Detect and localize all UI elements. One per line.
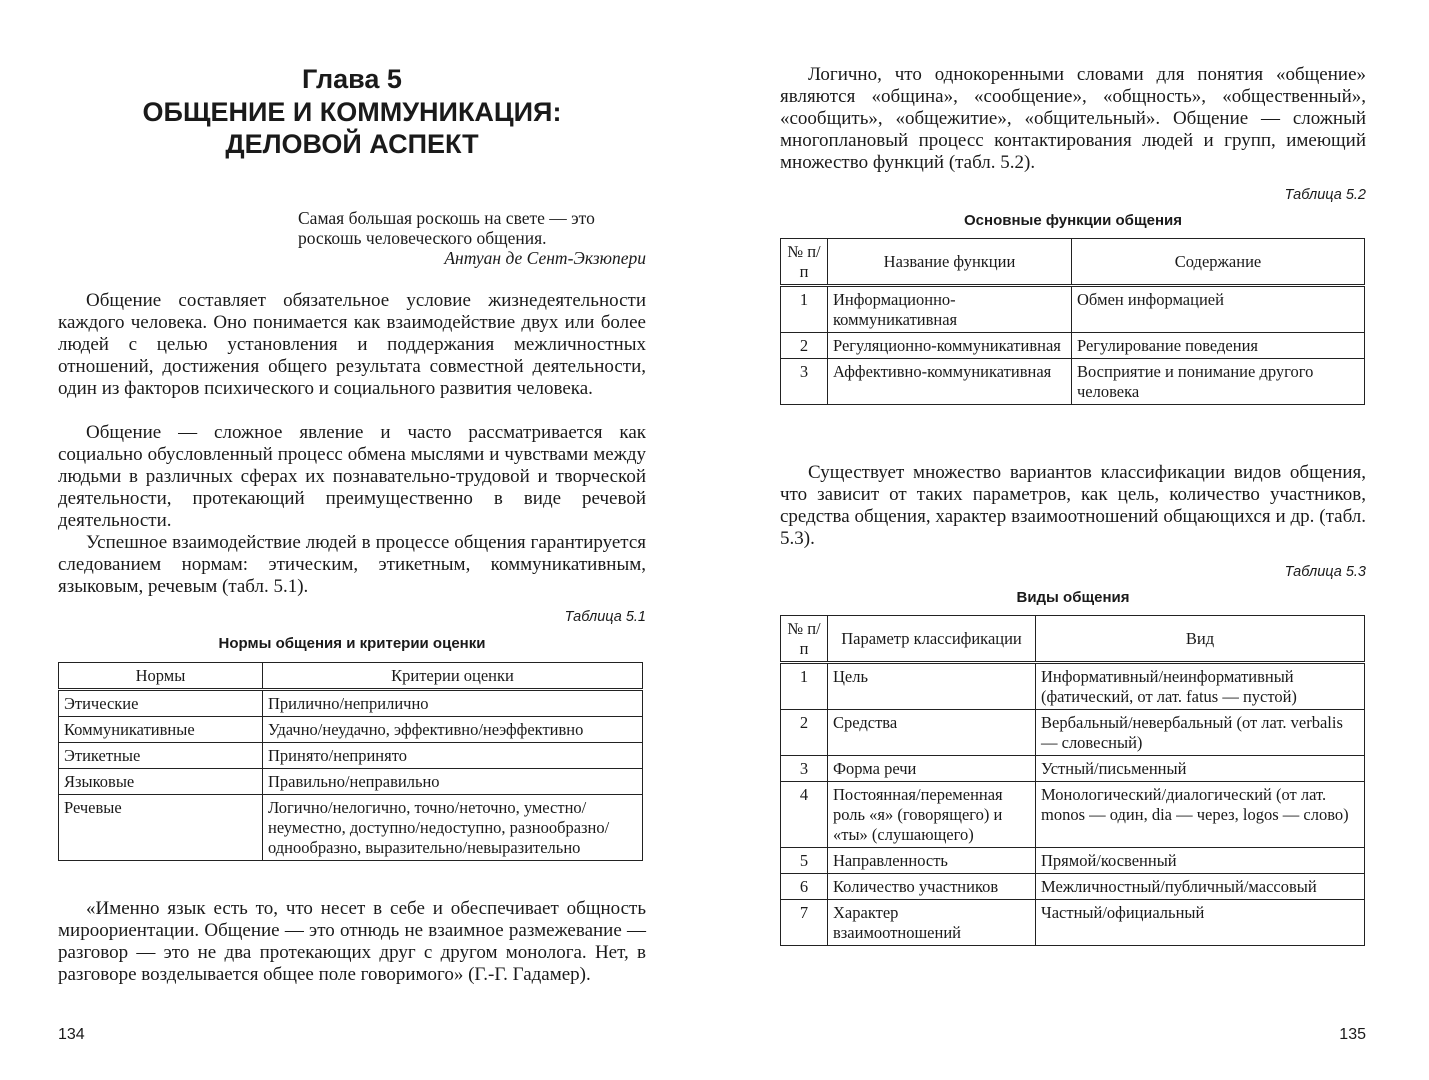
column-header: Критерии оценки — [263, 663, 643, 690]
table-caption: Таблица 5.3 — [1284, 564, 1366, 580]
table-row — [781, 874, 1365, 900]
table-title: Основные функции общения — [964, 212, 1182, 229]
table-cell: Аффективно-коммуникативная — [828, 359, 1072, 405]
table-cell: 2 — [781, 710, 828, 756]
page-number: 135 — [1339, 1026, 1366, 1043]
table-cell: Принято/непринято — [263, 743, 643, 769]
paragraph: Общение составляет обязательное условие жизнедеятельности каждого человека. Оно понимается как взаимодействие двух или более людей с целью установления и поддержания межличностных отношений, достижения общего результата совместной деятельности, один из факторов психического и социального развития человека. — [58, 290, 646, 399]
table-cell: 7 — [781, 900, 828, 946]
table-norms — [58, 662, 643, 861]
table-header-row — [781, 239, 1365, 286]
table-cell: Средства — [828, 710, 1036, 756]
table-cell: Цель — [828, 663, 1036, 710]
epigraph-author: Антуан де Сент-Экзюпери — [444, 248, 646, 268]
table-cell: 2 — [781, 333, 828, 359]
page-number: 134 — [58, 1026, 85, 1043]
table-cell: Монологический/диалогический (от лат. monos — один, dia — через, logos — слово) — [1036, 782, 1365, 848]
table-cell: 5 — [781, 848, 828, 874]
table-types — [780, 615, 1365, 946]
table-row — [781, 663, 1365, 710]
table-cell: 3 — [781, 359, 828, 405]
column-header: № п/п — [781, 239, 828, 286]
table-row — [781, 848, 1365, 874]
table-cell: 1 — [781, 663, 828, 710]
paragraph: Общение — сложное явление и часто рассматривается как социально обусловленный процесс обмена мыслями и чувствами между людьми в различных сферах их познавательно-трудовой и творческой деятельности, протекающий преимущественно в виде речевой деятельности. — [58, 422, 646, 531]
table-header-row — [781, 616, 1365, 663]
table-row — [781, 782, 1365, 848]
table-cell: 6 — [781, 874, 828, 900]
chapter-title — [58, 96, 646, 160]
table-cell: 3 — [781, 756, 828, 782]
table-header-row — [59, 663, 643, 690]
table-row — [59, 743, 643, 769]
right-page — [780, 0, 1366, 1080]
epigraph-line: Самая большая роскошь на свете — это — [298, 208, 595, 228]
table-cell: Восприятие и понимание другого человека — [1072, 359, 1365, 405]
paragraph: Логично, что однокоренными словами для понятия «общение» являются «община», «сообщение», «общность», «общественный», «сообщить», «общежитие», «общительный». Общение — сложный многоплановый процесс контактирования людей и групп, имеющий множество функций (табл. 5.2). — [780, 64, 1366, 173]
table-cell: Прямой/косвенный — [1036, 848, 1365, 874]
table-cell: Направленность — [828, 848, 1036, 874]
epigraph — [298, 208, 646, 268]
table-row — [781, 756, 1365, 782]
table-cell: Этикетные — [59, 743, 263, 769]
table-row — [59, 769, 643, 795]
table-cell: Информационно-коммуникативная — [828, 286, 1072, 333]
table-row — [781, 333, 1365, 359]
table-cell: Количество участников — [828, 874, 1036, 900]
table-cell: 1 — [781, 286, 828, 333]
table-cell: Этические — [59, 690, 263, 717]
column-header: Название функции — [828, 239, 1072, 286]
table-cell: Речевые — [59, 795, 263, 861]
table-cell: Форма речи — [828, 756, 1036, 782]
table-row — [781, 286, 1365, 333]
table-cell: Удачно/неудачно, эффективно/неэффективно — [263, 717, 643, 743]
chapter-title-line: ОБЩЕНИЕ И КОММУНИКАЦИЯ: — [142, 97, 562, 127]
table-title: Виды общения — [1016, 589, 1130, 606]
table-row — [781, 900, 1365, 946]
table-cell: Регулирование поведения — [1072, 333, 1365, 359]
table-title: Нормы общения и критерии оценки — [218, 635, 486, 652]
table-cell: Частный/официальный — [1036, 900, 1365, 946]
table-cell: 4 — [781, 782, 828, 848]
table-cell: Логично/нелогично, точно/неточно, уместно/неуместно, доступно/недоступно, разнообразно/однообразно, выразительно/невыразительно — [263, 795, 643, 861]
table-cell: Устный/письменный — [1036, 756, 1365, 782]
column-header: Нормы — [59, 663, 263, 690]
chapter-title-line: ДЕЛОВОЙ АСПЕКТ — [225, 129, 479, 159]
table-cell: Языковые — [59, 769, 263, 795]
table-caption: Таблица 5.1 — [564, 609, 646, 625]
quote-paragraph: «Именно язык есть то, что несет в себе и обеспечивает общность мироориентации. Общение — это отнюдь не взаимное размежевание — разговор — это не два протекающих друг с другом монолога. Нет, в разговоре возделывается общее поле говоримого» (Г.-Г. Гадамер). — [58, 898, 646, 985]
table-cell: Вербальный/невербальный (от лат. verbalis — словесный) — [1036, 710, 1365, 756]
paragraph: Успешное взаимодействие людей в процессе общения гарантируется следованием нормам: этическим, этикетным, коммуникативным, языковым, речевым (табл. 5.1). — [58, 532, 646, 597]
column-header: Вид — [1036, 616, 1365, 663]
table-cell: Постоянная/переменная роль «я» (говорящего) и «ты» (слушающего) — [828, 782, 1036, 848]
table-functions — [780, 238, 1365, 405]
table-row — [59, 717, 643, 743]
chapter-number: Глава 5 — [302, 64, 402, 94]
table-cell: Прилично/неприлично — [263, 690, 643, 717]
table-row — [59, 690, 643, 717]
column-header: № п/п — [781, 616, 828, 663]
column-header: Параметр классификации — [828, 616, 1036, 663]
table-row — [781, 710, 1365, 756]
table-row — [59, 795, 643, 861]
left-page — [58, 0, 646, 1080]
table-cell: Правильно/неправильно — [263, 769, 643, 795]
table-cell: Обмен информацией — [1072, 286, 1365, 333]
table-cell: Информативный/неинформативный (фатический, от лат. fatus — пустой) — [1036, 663, 1365, 710]
epigraph-line: роскошь человеческого общения. — [298, 228, 547, 248]
table-caption: Таблица 5.2 — [1284, 187, 1366, 203]
table-cell: Межличностный/публичный/массовый — [1036, 874, 1365, 900]
table-row — [781, 359, 1365, 405]
column-header: Содержание — [1072, 239, 1365, 286]
table-cell: Коммуникативные — [59, 717, 263, 743]
table-cell: Характер взаимоотношений — [828, 900, 1036, 946]
paragraph: Существует множество вариантов классификации видов общения, что зависит от таких параметров, как цель, количество участников, средства общения, характер взаимоотношений общающихся и др. (табл. 5.3). — [780, 462, 1366, 549]
table-cell: Регуляционно-коммуникативная — [828, 333, 1072, 359]
